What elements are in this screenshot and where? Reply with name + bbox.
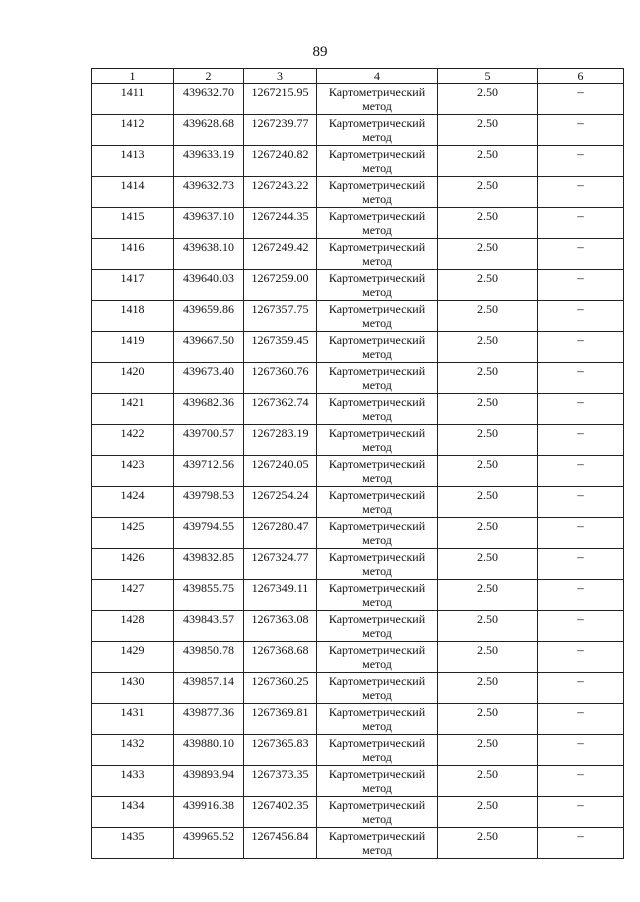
method-line-1: Картометрический: [328, 209, 426, 223]
accuracy-cell: 2.50: [438, 611, 538, 642]
table-row: [92, 394, 624, 425]
x-coordinate-cell: 439628.68: [174, 115, 244, 146]
accuracy-cell: 2.50: [438, 301, 538, 332]
point-number-cell: 1414: [92, 177, 174, 208]
method-line-1: Картометрический: [328, 581, 426, 595]
method-line-2: метод: [362, 843, 392, 857]
x-coordinate-cell: 439855.75: [174, 580, 244, 611]
y-coordinate-cell: 1267243.22: [244, 177, 317, 208]
method-line-2: метод: [362, 750, 392, 764]
method-line-2: метод: [362, 812, 392, 826]
table-row: [92, 828, 624, 859]
point-number-cell: 1413: [92, 146, 174, 177]
x-coordinate-cell: 439667.50: [174, 332, 244, 363]
table-row: [92, 642, 624, 673]
table-row: [92, 456, 624, 487]
point-number-cell: 1417: [92, 270, 174, 301]
method-cell: [317, 270, 438, 301]
method-line-2: метод: [362, 471, 392, 485]
note-cell: –: [538, 301, 624, 332]
y-coordinate-cell: 1267365.83: [244, 735, 317, 766]
table-row: [92, 580, 624, 611]
table-row: [92, 766, 624, 797]
accuracy-cell: 2.50: [438, 208, 538, 239]
table-row: [92, 704, 624, 735]
table-row: [92, 518, 624, 549]
header-col-5: 5: [438, 69, 538, 84]
method-line-1: Картометрический: [328, 798, 426, 812]
x-coordinate-cell: 439857.14: [174, 673, 244, 704]
table-row: [92, 425, 624, 456]
note-cell: –: [538, 642, 624, 673]
method-line-1: Картометрический: [328, 488, 426, 502]
x-coordinate-cell: 439798.53: [174, 487, 244, 518]
table-row: [92, 239, 624, 270]
y-coordinate-cell: 1267244.35: [244, 208, 317, 239]
x-coordinate-cell: 439893.94: [174, 766, 244, 797]
note-cell: –: [538, 394, 624, 425]
accuracy-cell: 2.50: [438, 332, 538, 363]
point-number-cell: 1421: [92, 394, 174, 425]
note-cell: –: [538, 270, 624, 301]
accuracy-cell: 2.50: [438, 115, 538, 146]
header-col-1: 1: [92, 69, 174, 84]
x-coordinate-cell: 439700.57: [174, 425, 244, 456]
note-cell: –: [538, 425, 624, 456]
method-line-2: метод: [362, 192, 392, 206]
note-cell: –: [538, 332, 624, 363]
method-line-1: Картометрический: [328, 829, 426, 843]
x-coordinate-cell: 439850.78: [174, 642, 244, 673]
method-line-1: Картометрический: [328, 767, 426, 781]
method-cell: [317, 146, 438, 177]
note-cell: –: [538, 518, 624, 549]
y-coordinate-cell: 1267363.08: [244, 611, 317, 642]
x-coordinate-cell: 439794.55: [174, 518, 244, 549]
method-line-2: метод: [362, 688, 392, 702]
method-line-2: метод: [362, 626, 392, 640]
method-line-2: метод: [362, 130, 392, 144]
y-coordinate-cell: 1267368.68: [244, 642, 317, 673]
point-number-cell: 1424: [92, 487, 174, 518]
note-cell: –: [538, 84, 624, 115]
accuracy-cell: 2.50: [438, 394, 538, 425]
point-number-cell: 1426: [92, 549, 174, 580]
accuracy-cell: 2.50: [438, 518, 538, 549]
x-coordinate-cell: 439832.85: [174, 549, 244, 580]
y-coordinate-cell: 1267249.42: [244, 239, 317, 270]
note-cell: –: [538, 456, 624, 487]
method-line-1: Картометрический: [328, 457, 426, 471]
table-row: [92, 487, 624, 518]
point-number-cell: 1419: [92, 332, 174, 363]
accuracy-cell: 2.50: [438, 84, 538, 115]
method-cell: [317, 828, 438, 859]
accuracy-cell: 2.50: [438, 828, 538, 859]
table-row: [92, 332, 624, 363]
note-cell: –: [538, 487, 624, 518]
method-cell: [317, 363, 438, 394]
method-line-2: метод: [362, 595, 392, 609]
point-number-cell: 1428: [92, 611, 174, 642]
method-cell: [317, 735, 438, 766]
y-coordinate-cell: 1267360.76: [244, 363, 317, 394]
table-row: [92, 115, 624, 146]
y-coordinate-cell: 1267215.95: [244, 84, 317, 115]
note-cell: –: [538, 146, 624, 177]
y-coordinate-cell: 1267324.77: [244, 549, 317, 580]
page-number: 89: [312, 44, 328, 60]
method-line-2: метод: [362, 502, 392, 516]
method-line-2: метод: [362, 347, 392, 361]
x-coordinate-cell: 439877.36: [174, 704, 244, 735]
method-cell: [317, 580, 438, 611]
method-line-1: Картометрический: [328, 364, 426, 378]
note-cell: –: [538, 673, 624, 704]
note-cell: –: [538, 549, 624, 580]
y-coordinate-cell: 1267349.11: [244, 580, 317, 611]
point-number-cell: 1432: [92, 735, 174, 766]
method-line-2: метод: [362, 409, 392, 423]
table-row: [92, 549, 624, 580]
y-coordinate-cell: 1267357.75: [244, 301, 317, 332]
coordinates-table: [91, 68, 624, 859]
method-line-1: Картометрический: [328, 550, 426, 564]
note-cell: –: [538, 766, 624, 797]
method-cell: [317, 177, 438, 208]
note-cell: –: [538, 239, 624, 270]
point-number-cell: 1420: [92, 363, 174, 394]
method-cell: [317, 208, 438, 239]
x-coordinate-cell: 439712.56: [174, 456, 244, 487]
method-line-1: Картометрический: [328, 736, 426, 750]
table-row: [92, 301, 624, 332]
y-coordinate-cell: 1267259.00: [244, 270, 317, 301]
table-row: [92, 177, 624, 208]
y-coordinate-cell: 1267283.19: [244, 425, 317, 456]
table-header-row: [92, 69, 624, 84]
point-number-cell: 1430: [92, 673, 174, 704]
point-number-cell: 1422: [92, 425, 174, 456]
x-coordinate-cell: 439632.70: [174, 84, 244, 115]
method-line-2: метод: [362, 99, 392, 113]
y-coordinate-cell: 1267362.74: [244, 394, 317, 425]
method-line-2: метод: [362, 657, 392, 671]
x-coordinate-cell: 439637.10: [174, 208, 244, 239]
method-cell: [317, 704, 438, 735]
y-coordinate-cell: 1267360.25: [244, 673, 317, 704]
point-number-cell: 1415: [92, 208, 174, 239]
x-coordinate-cell: 439632.73: [174, 177, 244, 208]
method-line-2: метод: [362, 254, 392, 268]
x-coordinate-cell: 439965.52: [174, 828, 244, 859]
x-coordinate-cell: 439633.19: [174, 146, 244, 177]
point-number-cell: 1423: [92, 456, 174, 487]
accuracy-cell: 2.50: [438, 549, 538, 580]
note-cell: –: [538, 177, 624, 208]
method-line-2: метод: [362, 223, 392, 237]
table-row: [92, 84, 624, 115]
method-cell: [317, 611, 438, 642]
table-body: [92, 84, 624, 859]
method-cell: [317, 115, 438, 146]
point-number-cell: 1418: [92, 301, 174, 332]
accuracy-cell: 2.50: [438, 177, 538, 208]
method-cell: [317, 394, 438, 425]
method-cell: [317, 766, 438, 797]
method-line-1: Картометрический: [328, 519, 426, 533]
point-number-cell: 1434: [92, 797, 174, 828]
note-cell: –: [538, 115, 624, 146]
x-coordinate-cell: 439659.86: [174, 301, 244, 332]
method-cell: [317, 425, 438, 456]
header-col-3: 3: [244, 69, 317, 84]
method-line-1: Картометрический: [328, 240, 426, 254]
method-line-2: метод: [362, 161, 392, 175]
accuracy-cell: 2.50: [438, 704, 538, 735]
method-line-1: Картометрический: [328, 302, 426, 316]
point-number-cell: 1411: [92, 84, 174, 115]
method-line-1: Картометрический: [328, 612, 426, 626]
accuracy-cell: 2.50: [438, 425, 538, 456]
y-coordinate-cell: 1267373.35: [244, 766, 317, 797]
y-coordinate-cell: 1267456.84: [244, 828, 317, 859]
y-coordinate-cell: 1267369.81: [244, 704, 317, 735]
accuracy-cell: 2.50: [438, 270, 538, 301]
header-col-2: 2: [174, 69, 244, 84]
method-line-2: метод: [362, 378, 392, 392]
method-cell: [317, 332, 438, 363]
table-row: [92, 611, 624, 642]
table-row: [92, 673, 624, 704]
method-line-1: Картометрический: [328, 674, 426, 688]
method-line-2: метод: [362, 533, 392, 547]
accuracy-cell: 2.50: [438, 456, 538, 487]
x-coordinate-cell: 439638.10: [174, 239, 244, 270]
method-line-1: Картометрический: [328, 178, 426, 192]
accuracy-cell: 2.50: [438, 642, 538, 673]
table-row: [92, 363, 624, 394]
x-coordinate-cell: 439640.03: [174, 270, 244, 301]
method-line-1: Картометрический: [328, 85, 426, 99]
note-cell: –: [538, 611, 624, 642]
method-line-1: Картометрический: [328, 395, 426, 409]
accuracy-cell: 2.50: [438, 146, 538, 177]
method-cell: [317, 456, 438, 487]
method-line-2: метод: [362, 316, 392, 330]
method-line-1: Картометрический: [328, 116, 426, 130]
table-row: [92, 270, 624, 301]
method-line-2: метод: [362, 440, 392, 454]
method-line-1: Картометрический: [328, 643, 426, 657]
y-coordinate-cell: 1267359.45: [244, 332, 317, 363]
note-cell: –: [538, 580, 624, 611]
header-col-6: 6: [538, 69, 624, 84]
method-cell: [317, 549, 438, 580]
table-row: [92, 146, 624, 177]
point-number-cell: 1435: [92, 828, 174, 859]
point-number-cell: 1412: [92, 115, 174, 146]
table-row: [92, 208, 624, 239]
x-coordinate-cell: 439916.38: [174, 797, 244, 828]
note-cell: –: [538, 363, 624, 394]
note-cell: –: [538, 828, 624, 859]
accuracy-cell: 2.50: [438, 673, 538, 704]
method-cell: [317, 487, 438, 518]
accuracy-cell: 2.50: [438, 580, 538, 611]
point-number-cell: 1425: [92, 518, 174, 549]
accuracy-cell: 2.50: [438, 735, 538, 766]
method-line-1: Картометрический: [328, 271, 426, 285]
accuracy-cell: 2.50: [438, 797, 538, 828]
method-line-2: метод: [362, 781, 392, 795]
note-cell: –: [538, 797, 624, 828]
method-line-1: Картометрический: [328, 426, 426, 440]
method-line-1: Картометрический: [328, 147, 426, 161]
method-cell: [317, 642, 438, 673]
x-coordinate-cell: 439843.57: [174, 611, 244, 642]
method-cell: [317, 673, 438, 704]
x-coordinate-cell: 439673.40: [174, 363, 244, 394]
point-number-cell: 1433: [92, 766, 174, 797]
note-cell: –: [538, 704, 624, 735]
method-cell: [317, 518, 438, 549]
point-number-cell: 1429: [92, 642, 174, 673]
method-line-2: метод: [362, 564, 392, 578]
accuracy-cell: 2.50: [438, 487, 538, 518]
point-number-cell: 1416: [92, 239, 174, 270]
y-coordinate-cell: 1267240.82: [244, 146, 317, 177]
y-coordinate-cell: 1267240.05: [244, 456, 317, 487]
note-cell: –: [538, 735, 624, 766]
x-coordinate-cell: 439682.36: [174, 394, 244, 425]
table-row: [92, 735, 624, 766]
x-coordinate-cell: 439880.10: [174, 735, 244, 766]
y-coordinate-cell: 1267402.35: [244, 797, 317, 828]
method-line-2: метод: [362, 719, 392, 733]
accuracy-cell: 2.50: [438, 766, 538, 797]
table-row: [92, 797, 624, 828]
point-number-cell: 1431: [92, 704, 174, 735]
y-coordinate-cell: 1267280.47: [244, 518, 317, 549]
method-cell: [317, 301, 438, 332]
method-cell: [317, 797, 438, 828]
method-line-1: Картометрический: [328, 333, 426, 347]
method-cell: [317, 84, 438, 115]
note-cell: –: [538, 208, 624, 239]
method-cell: [317, 239, 438, 270]
header-col-4: 4: [317, 69, 438, 84]
accuracy-cell: 2.50: [438, 363, 538, 394]
y-coordinate-cell: 1267254.24: [244, 487, 317, 518]
accuracy-cell: 2.50: [438, 239, 538, 270]
method-line-1: Картометрический: [328, 705, 426, 719]
point-number-cell: 1427: [92, 580, 174, 611]
method-line-2: метод: [362, 285, 392, 299]
y-coordinate-cell: 1267239.77: [244, 115, 317, 146]
